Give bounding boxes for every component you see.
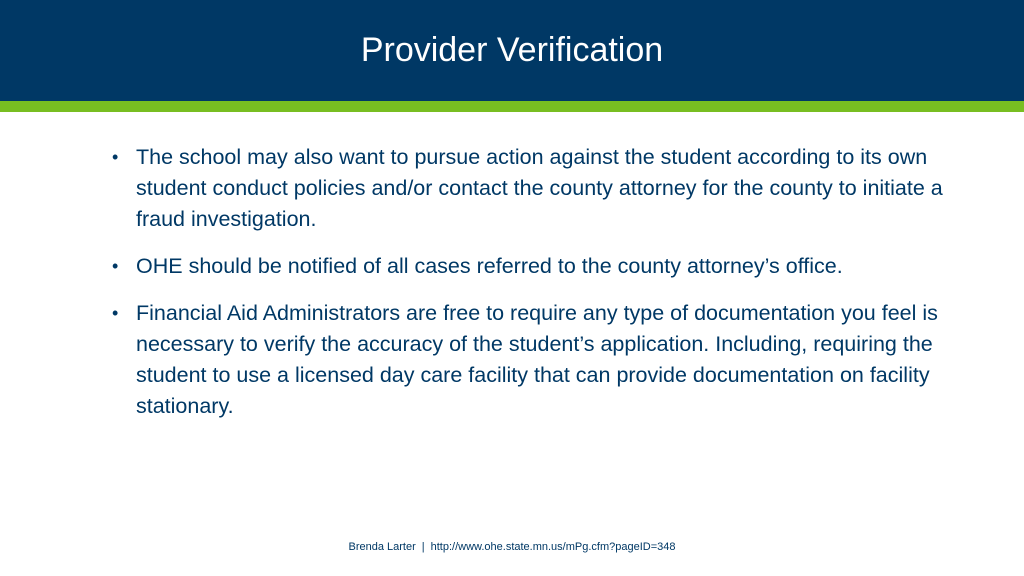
page-title: Provider Verification — [360, 31, 664, 69]
bullet-text: OHE should be notified of all cases referred to the county attorney’s office. — [136, 254, 843, 278]
header-bar — [0, 0, 1024, 101]
footer-author: Brenda Larter — [348, 541, 416, 553]
bullet-text: The school may also want to pursue action against the student according to its own student conduct policies and/or contact the county attorney for the county to initiate a fraud investigation. — [136, 145, 943, 231]
bullet-dot-icon: • — [112, 256, 119, 276]
bullet-item — [112, 251, 972, 282]
accent-bar — [0, 101, 1024, 112]
footer-url[interactable]: http://www.ohe.state.mn.us/mPg.cfm?pageID=348 — [430, 541, 676, 553]
bullet-dot-icon: • — [112, 147, 119, 167]
footer-separator: | — [421, 541, 425, 553]
bullet-list — [112, 142, 972, 438]
footer — [0, 541, 1024, 553]
bullet-text: Financial Aid Administrators are free to require any type of documentation you feel is necessary to verify the accuracy of the student’s application. Including, requiring the student to use a licensed day care facility that can provide documentation on facility stationary. — [136, 301, 938, 418]
bullet-item — [112, 298, 972, 422]
bullet-dot-icon: • — [112, 303, 119, 323]
bullet-item — [112, 142, 972, 235]
